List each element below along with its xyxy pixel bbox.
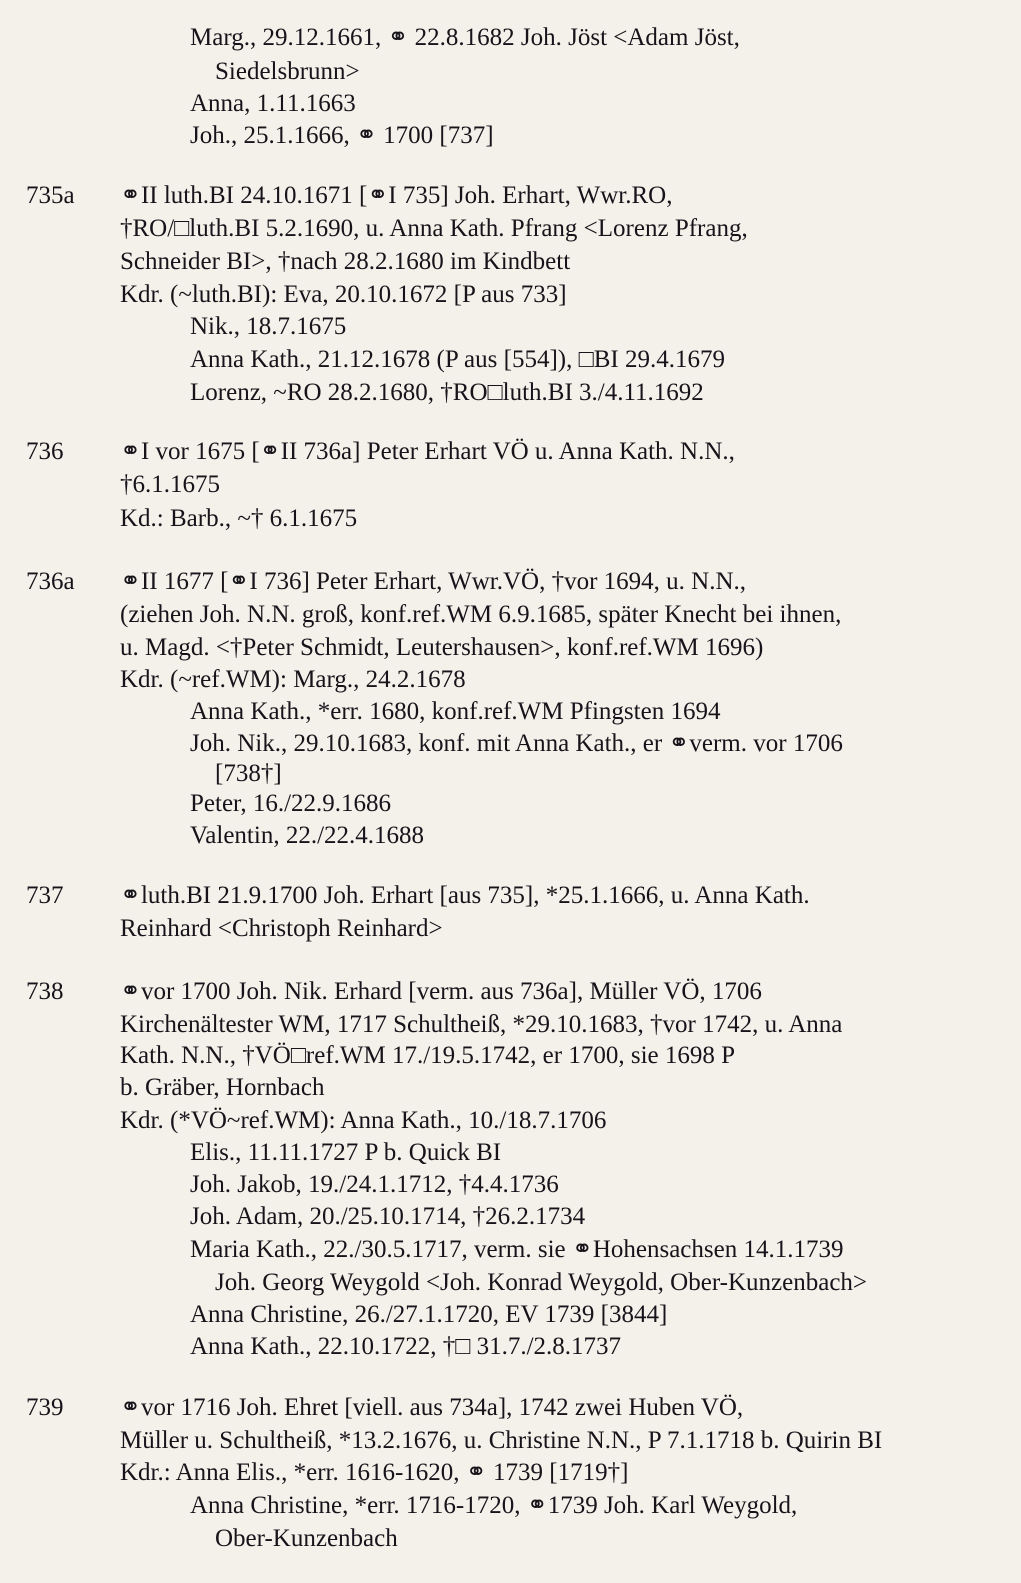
entry-line: b. Gräber, Hornbach <box>120 1074 325 1101</box>
entry-number: 738 <box>26 978 64 1005</box>
entry-line: Nik., 18.7.1675 <box>190 313 347 340</box>
entry-line: Marg., 29.12.1661, ⚭ 22.8.1682 Joh. Jöst <Adam Jöst, <box>190 24 740 51</box>
entry-line: Joh. Jakob, 19./24.1.1712, †4.4.1736 <box>190 1171 559 1198</box>
entry-line: ⚭II luth.BI 24.10.1671 [⚭I 735] Joh. Erhart, Wwr.RO, <box>120 182 673 209</box>
entry-line: Kirchenältester WM, 1717 Schultheiß, *29.10.1683, †vor 1742, u. Anna <box>120 1011 843 1038</box>
entry-line: Siedelsbrunn> <box>215 58 360 85</box>
entry-line: Kdr. (*VÖ~ref.WM): Anna Kath., 10./18.7.1706 <box>120 1107 607 1134</box>
entry-number: 735a <box>26 182 75 209</box>
entry-line: Kath. N.N., †VÖ□ref.WM 17./19.5.1742, er 1700, sie 1698 P <box>120 1042 736 1069</box>
entry-line: Kdr. (~luth.BI): Eva, 20.10.1672 [P aus 733] <box>120 281 567 308</box>
entry-line: Kd.: Barb., ~† 6.1.1675 <box>120 505 358 532</box>
entry-line: ⚭luth.BI 21.9.1700 Joh. Erhart [aus 735], *25.1.1666, u. Anna Kath. <box>120 882 810 909</box>
entry-line: Schneider BI>, †nach 28.2.1680 im Kindbett <box>120 248 571 275</box>
entry-line: Elis., 11.11.1727 P b. Quick BI <box>190 1139 502 1166</box>
entry-number: 736a <box>26 568 75 595</box>
entry-line: Kdr. (~ref.WM): Marg., 24.2.1678 <box>120 666 466 693</box>
entry-number: 736 <box>26 438 64 465</box>
entry-line: Joh. Nik., 29.10.1683, konf. mit Anna Kath., er ⚭verm. vor 1706 <box>190 730 843 757</box>
entry-line: Anna, 1.11.1663 <box>190 90 356 117</box>
entry-line: ⚭I vor 1675 [⚭II 736a] Peter Erhart VÖ u. Anna Kath. N.N., <box>120 438 735 465</box>
entry-number: 737 <box>26 882 64 909</box>
entry-line: [738†] <box>215 760 282 787</box>
entry-line: Ober-Kunzenbach <box>215 1525 398 1552</box>
entry-line: Anna Kath., *err. 1680, konf.ref.WM Pfingsten 1694 <box>190 698 721 725</box>
entry-line: (ziehen Joh. N.N. groß, konf.ref.WM 6.9.1685, später Knecht bei ihnen, <box>120 601 842 628</box>
entry-line: Anna Kath., 22.10.1722, †□ 31.7./2.8.1737 <box>190 1333 622 1360</box>
entry-line: Joh. Georg Weygold <Joh. Konrad Weygold, Ober-Kunzenbach> <box>215 1269 868 1296</box>
entry-line: Joh. Adam, 20./25.10.1714, †26.2.1734 <box>190 1203 586 1230</box>
entry-line: Anna Christine, 26./27.1.1720, EV 1739 [3844] <box>190 1301 668 1328</box>
entry-line: Maria Kath., 22./30.5.1717, verm. sie ⚭Hohensachsen 14.1.1739 <box>190 1236 844 1263</box>
entry-line: ⚭vor 1700 Joh. Nik. Erhard [verm. aus 736a], Müller VÖ, 1706 <box>120 978 762 1005</box>
entry-line: ⚭II 1677 [⚭I 736] Peter Erhart, Wwr.VÖ, †vor 1694, u. N.N., <box>120 568 747 595</box>
entry-line: Peter, 16./22.9.1686 <box>190 790 392 817</box>
bleed-through-text <box>760 20 1000 1560</box>
entry-line: Anna Christine, *err. 1716-1720, ⚭1739 Joh. Karl Weygold, <box>190 1492 798 1519</box>
entry-line: †RO/□luth.BI 5.2.1690, u. Anna Kath. Pfrang <Lorenz Pfrang, <box>120 215 748 242</box>
entry-line: Lorenz, ~RO 28.2.1680, †RO□luth.BI 3./4.11.1692 <box>190 379 704 406</box>
entry-number: 739 <box>26 1394 64 1421</box>
entry-line: Müller u. Schultheiß, *13.2.1676, u. Christine N.N., P 7.1.1718 b. Quirin BI <box>120 1427 883 1454</box>
entry-line: ⚭vor 1716 Joh. Ehret [viell. aus 734a], 1742 zwei Huben VÖ, <box>120 1394 744 1421</box>
entry-line: u. Magd. <†Peter Schmidt, Leutershausen>, konf.ref.WM 1696) <box>120 634 764 661</box>
entry-line: Anna Kath., 21.12.1678 (P aus [554]), □BI 29.4.1679 <box>190 346 725 373</box>
entry-line: Joh., 25.1.1666, ⚭ 1700 [737] <box>190 122 494 149</box>
entry-line: Kdr.: Anna Elis., *err. 1616-1620, ⚭ 1739 [1719†] <box>120 1459 629 1486</box>
entry-line: Reinhard <Christoph Reinhard> <box>120 915 443 942</box>
entry-line: Valentin, 22./22.4.1688 <box>190 822 425 849</box>
entry-line: †6.1.1675 <box>120 471 220 498</box>
